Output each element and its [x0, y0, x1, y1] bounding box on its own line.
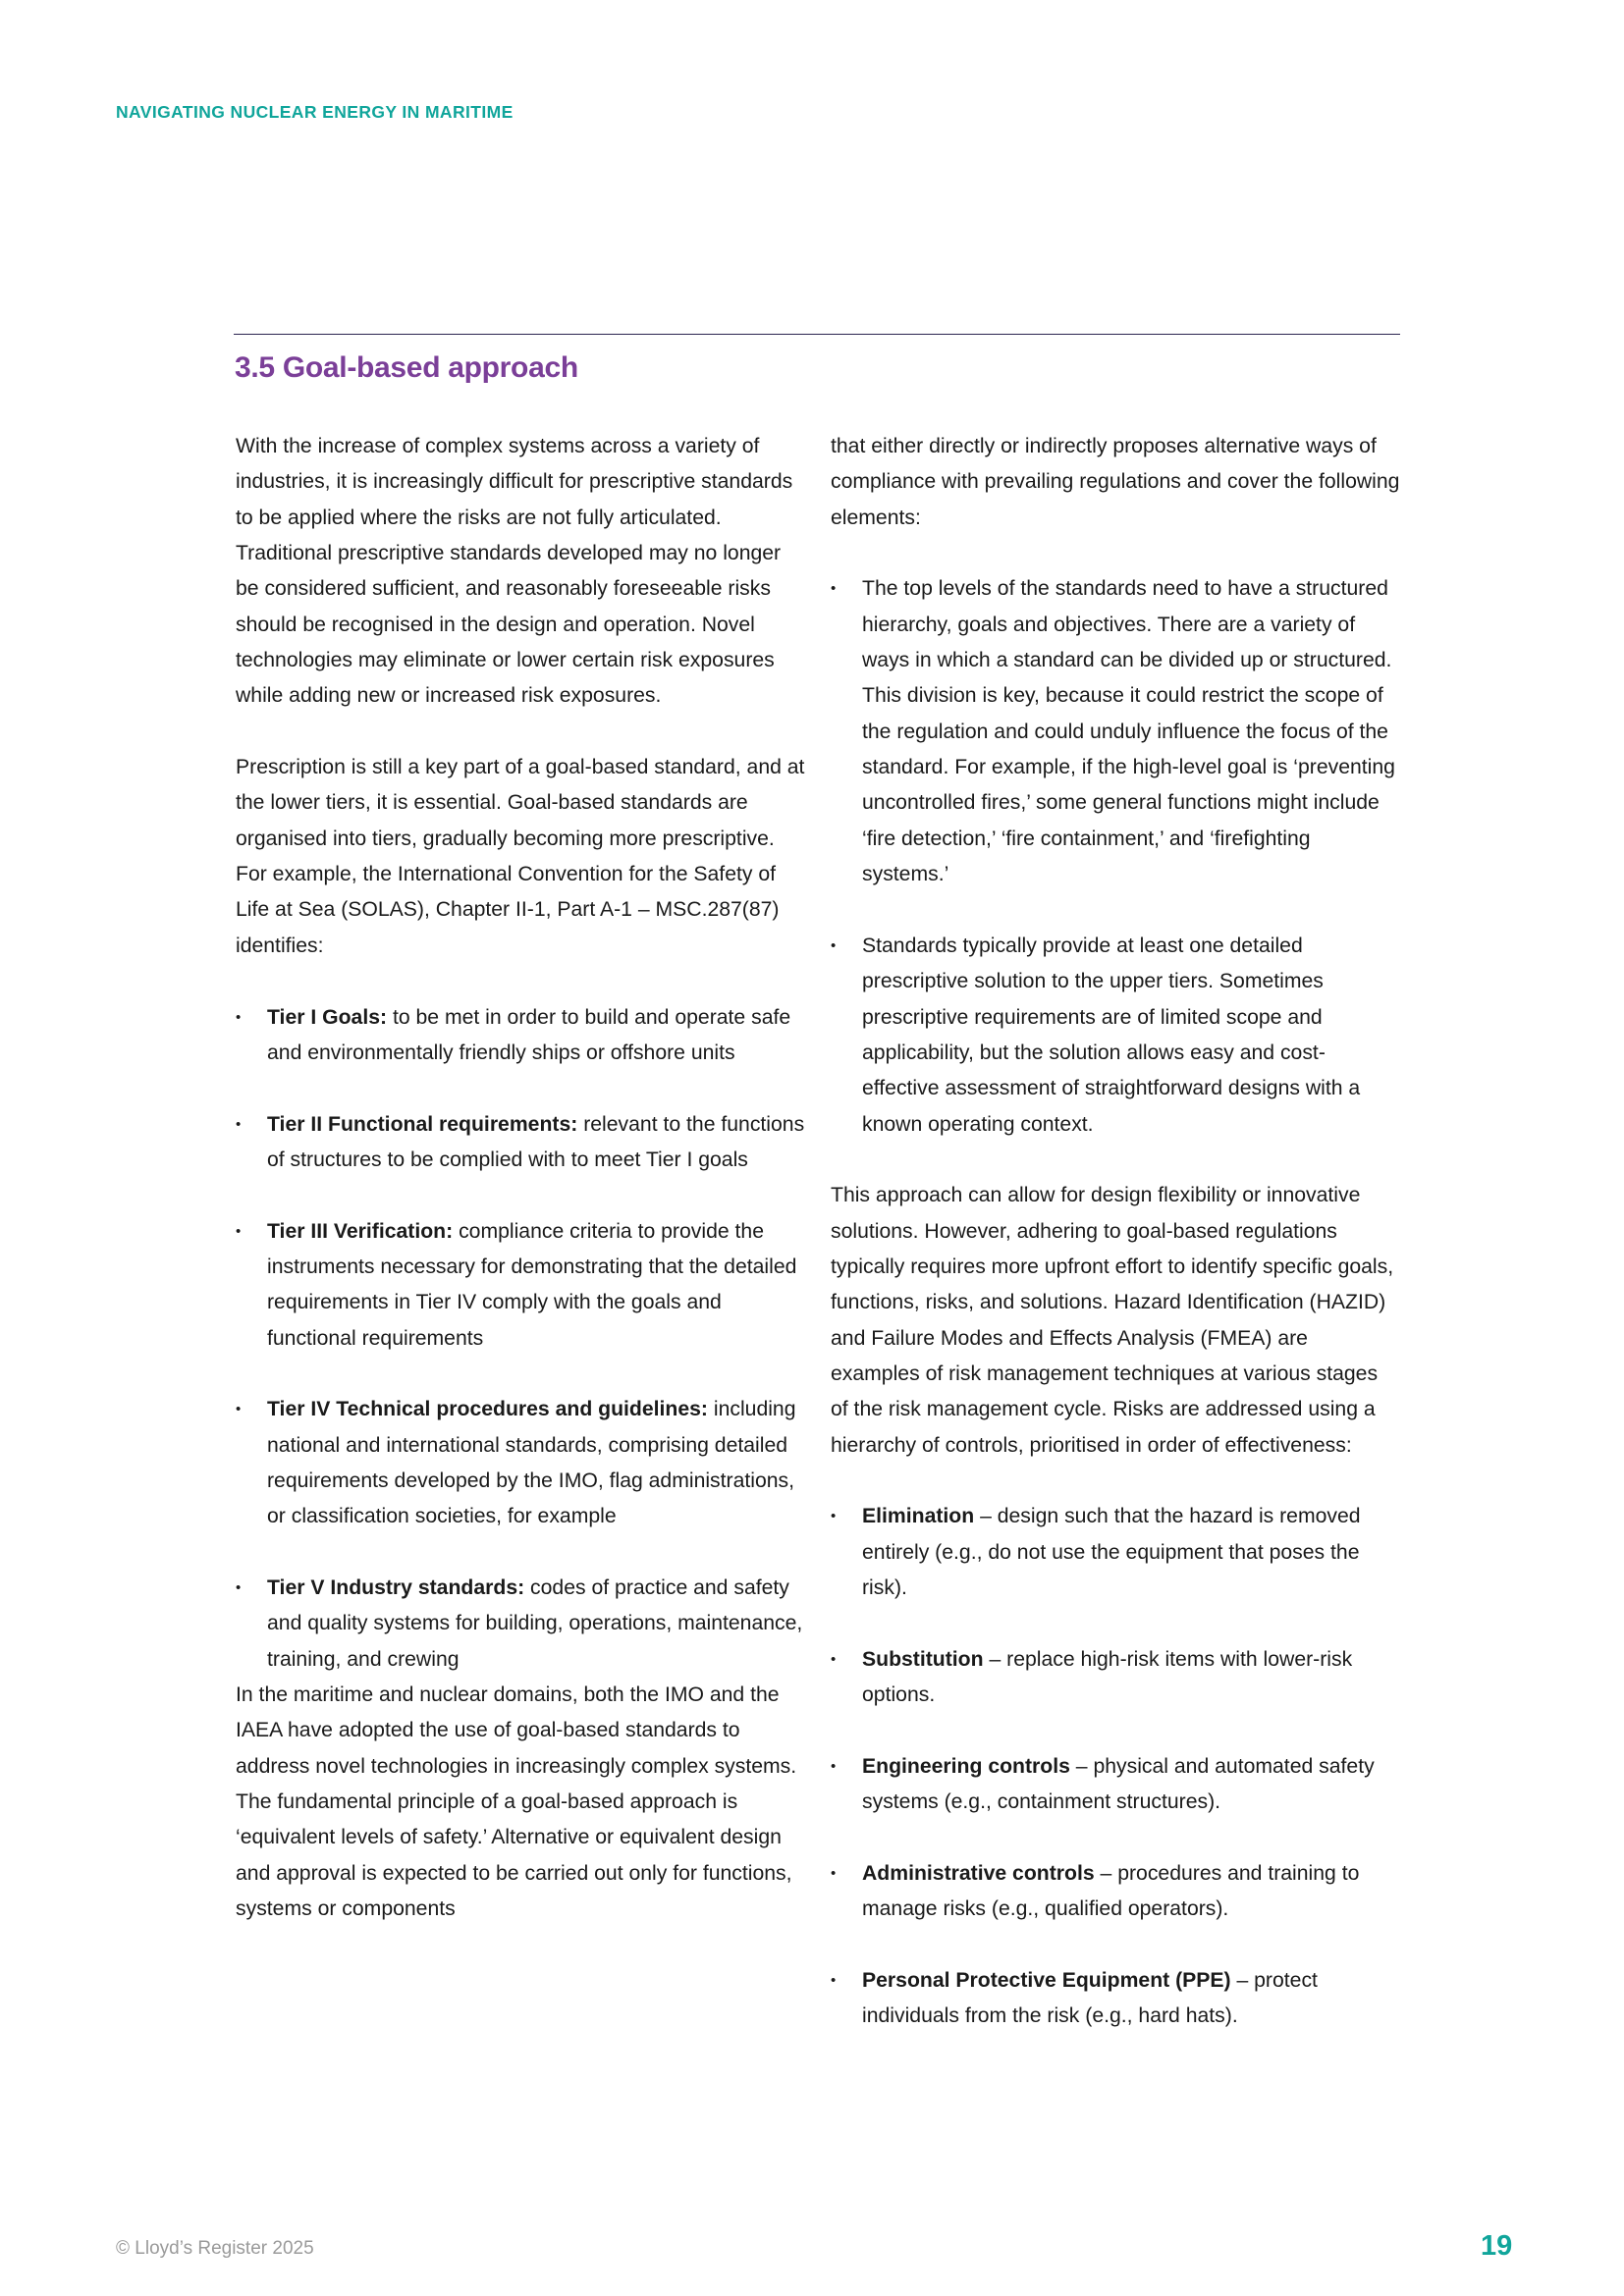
right-column	[831, 429, 1400, 2070]
tier-term: Tier II Functional requirements:	[267, 1112, 578, 1136]
bullet-icon: •	[831, 580, 837, 598]
intro-paragraph: With the increase of complex systems across a variety of industries, it is increasingly difficult for prescriptive standards to be applied where the risks are not fully articulated. Traditional prescriptive standards developed may no longer be considered sufficient, and reasonably foreseeable risks should be recognised in the design and operation. Novel technologies may eliminate or lower certain risk exposures while adding new or increased risk exposures.	[236, 435, 793, 708]
control-description: – physical and automated safety systems (e.g., containment structures).	[862, 1754, 1375, 1814]
list-item-control	[831, 1856, 1400, 1928]
control-description: – procedures and training to manage risks (e.g., qualified operators).	[862, 1861, 1360, 1921]
list-item-tier-2	[236, 1107, 805, 1179]
list-item-control	[831, 1499, 1400, 1606]
tier-term: Tier I Goals:	[267, 1005, 388, 1029]
bullet-icon: •	[236, 1401, 242, 1418]
element-text: Standards typically provide at least one detailed prescriptive solution to the upper tiers. Sometimes prescriptive requirements are of limited scope and applicability, but the solution allows easy and cost-effective assessment of straightforward designs with a known operating context.	[862, 934, 1361, 1136]
list-item-tier-5	[236, 1571, 805, 1678]
prescription-paragraph: Prescription is still a key part of a goal-based standard, and at the lower tiers, it is essential. Goal-based standards are organised into tiers, gradually becoming more prescriptive. For example, the International Convention for the Safety of Life at Sea (SOLAS), Chapter II-1, Part A-1 – MSC.287(87) identifies:	[236, 756, 805, 957]
running-header: NAVIGATING NUCLEAR ENERGY IN MARITIME	[116, 102, 514, 122]
list-item-tier-4	[236, 1392, 805, 1534]
list-item-tier-3	[236, 1214, 805, 1357]
bullet-icon: •	[236, 1222, 242, 1240]
tier-list	[236, 1000, 805, 1679]
bullet-icon: •	[831, 1650, 837, 1668]
tier-description: codes of practice and safety and quality systems for building, operations, maintenance, training, and crewing	[267, 1576, 803, 1671]
tier-term: Tier IV Technical procedures and guidelines:	[267, 1398, 708, 1421]
controls-list	[831, 1499, 1400, 2034]
control-description: – protect individuals from the risk (e.g., hard hats).	[862, 1968, 1318, 2028]
list-item-tier-1	[236, 1000, 805, 1072]
section-title: 3.5 Goal-based approach	[235, 351, 578, 384]
tier-description: to be met in order to build and operate safe and environmentally friendly ships or offshore units	[267, 1005, 791, 1064]
control-term: Elimination	[862, 1505, 975, 1528]
bullet-icon: •	[831, 1757, 837, 1775]
tier-description: compliance criteria to provide the instruments necessary for demonstrating that the detailed requirements in Tier IV comply with the goals and functional requirements	[267, 1219, 797, 1350]
bullet-icon: •	[831, 936, 837, 954]
bullet-icon: •	[236, 1008, 242, 1026]
control-term: Engineering controls	[862, 1754, 1070, 1778]
control-term: Substitution	[862, 1647, 984, 1671]
tier-description: including national and international standards, comprising detailed requirements developed by the IMO, flag administrations, or classification societies, for example	[267, 1398, 796, 1528]
list-item-element	[831, 929, 1400, 1143]
control-description: – design such that the hazard is removed entirely (e.g., do not use the equipment that poses the risk).	[862, 1505, 1361, 1599]
bullet-icon: •	[236, 1579, 242, 1596]
continuation-paragraph: that either directly or indirectly proposes alternative ways of compliance with prevailing regulations and cover the following elements:	[831, 435, 1400, 529]
bullet-icon: •	[831, 1971, 837, 1989]
tier-term: Tier V Industry standards:	[267, 1576, 525, 1599]
domains-paragraph: In the maritime and nuclear domains, both the IMO and the IAEA have adopted the use of goal-based standards to address novel technologies in increasingly complex systems. The fundamental principle of a goal-based approach is ‘equivalent levels of safety.’ Alternative or equivalent design and approval is expected to be carried out only for functions, systems or components	[236, 1683, 797, 1921]
section-divider	[234, 334, 1400, 335]
elements-list	[831, 571, 1400, 1143]
control-term: Personal Protective Equipment (PPE)	[862, 1968, 1231, 1992]
approach-paragraph: This approach can allow for design flexibility or innovative solutions. However, adhering to goal-based regulations typically requires more upfront effort to identify specific goals, functions, risks, and solutions. Hazard Identification (HAZID) and Failure Modes and Effects Analysis (FMEA) are examples of risk management techniques at various stages of the risk management cycle. Risks are addressed using a hierarchy of controls, prioritised in order of effectiveness:	[831, 1184, 1394, 1457]
footer-copyright: © Lloyd’s Register 2025	[116, 2238, 314, 2259]
list-item-control	[831, 1642, 1400, 1714]
bullet-icon: •	[831, 1864, 837, 1882]
control-term: Administrative controls	[862, 1861, 1095, 1885]
element-text: The top levels of the standards need to have a structured hierarchy, goals and objectives. There are a variety of ways in which a standard can be divided up or structured. This division is key, because it could restrict the scope of the regulation and could unduly influence the focus of the standard. For example, if the high-level goal is ‘preventing uncontrolled fires,’ some general functions might include ‘fire detection,’ ‘fire containment,’ and ‘firefighting systems.’	[862, 577, 1395, 886]
tier-description: relevant to the functions of structures to be complied with to meet Tier I goals	[267, 1112, 805, 1171]
list-item-control	[831, 1963, 1400, 2035]
list-item-control	[831, 1749, 1400, 1821]
list-item-element	[831, 571, 1400, 892]
control-description: – replace high-risk items with lower-risk options.	[862, 1647, 1353, 1707]
left-column	[236, 429, 805, 1963]
tier-term: Tier III Verification:	[267, 1219, 454, 1243]
bullet-icon: •	[236, 1115, 242, 1133]
page-number: 19	[1481, 2230, 1513, 2262]
bullet-icon: •	[831, 1508, 837, 1525]
